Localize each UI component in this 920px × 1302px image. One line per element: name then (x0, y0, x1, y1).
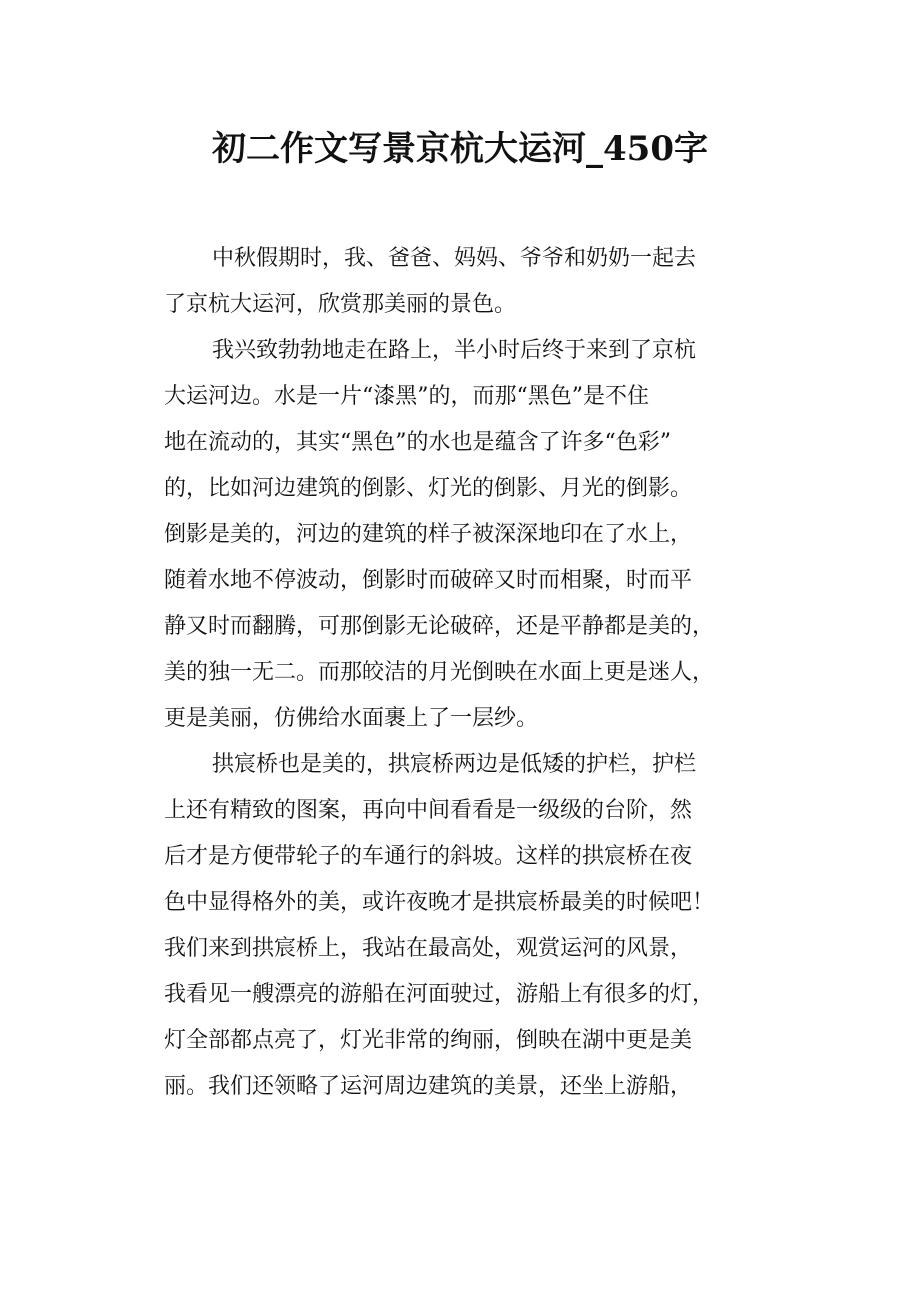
document-body (164, 236, 784, 1110)
paragraph-line: 上还有精致的图案，再向中间看看是一级级的台阶，然 (164, 798, 693, 823)
paragraph-line: 的，比如河边建筑的倒影、灯光的倒影、月光的倒影。 (164, 476, 693, 501)
paragraph-line: 美的独一无二。而那皎洁的月光倒映在水面上更是迷人， (164, 660, 715, 685)
paragraph-line: 灯全部都点亮了，灯光非常的绚丽，倒映在湖中更是美 (164, 1028, 693, 1053)
paragraph-line: 了京杭大运河，欣赏那美丽的景色。 (164, 292, 517, 317)
paragraph-line: 拱宸桥也是美的，拱宸桥两边是低矮的护栏，护栏 (212, 752, 697, 777)
paragraph-line: 中秋假期时，我、爸爸、妈妈、爷爷和奶奶一起去 (212, 246, 697, 271)
paragraph-line: 倒影是美的，河边的建筑的样子被深深地印在了水上， (164, 522, 693, 547)
paragraph-line: 我们来到拱宸桥上，我站在最高处，观赏运河的风景， (164, 936, 693, 961)
paragraph-line: 我兴致勃勃地走在路上，半小时后终于来到了京杭 (212, 338, 697, 363)
paragraph-line: 我看见一艘漂亮的游船在河面驶过，游船上有很多的灯， (164, 982, 715, 1007)
paragraph-line: 大运河边。水是一片“漆黑”的，而那“黑色”是不住 (164, 384, 649, 409)
paragraph-line: 随着水地不停波动，倒影时而破碎又时而相聚，时而平 (164, 568, 693, 593)
paragraph-line: 地在流动的，其实“黑色”的水也是蕴含了许多“色彩” (164, 430, 671, 455)
paragraph-line: 静又时而翻腾，可那倒影无论破碎，还是平静都是美的， (164, 614, 715, 639)
paragraph-3 (164, 742, 784, 1110)
paragraph-2 (164, 328, 784, 742)
paragraph-line: 丽。我们还领略了运河周边建筑的美景，还坐上游船， (164, 1074, 693, 1099)
paragraph-line: 后才是方便带轮子的车通行的斜坡。这样的拱宸桥在夜 (164, 844, 693, 869)
paragraph-line: 色中显得格外的美，或许夜晚才是拱宸桥最美的时候吧！ (164, 890, 715, 915)
paragraph-1 (164, 236, 784, 328)
paragraph-line: 更是美丽，仿佛给水面裹上了一层纱。 (164, 706, 539, 731)
document-title: 初二作文写景京杭大运河_450字 (212, 129, 708, 169)
